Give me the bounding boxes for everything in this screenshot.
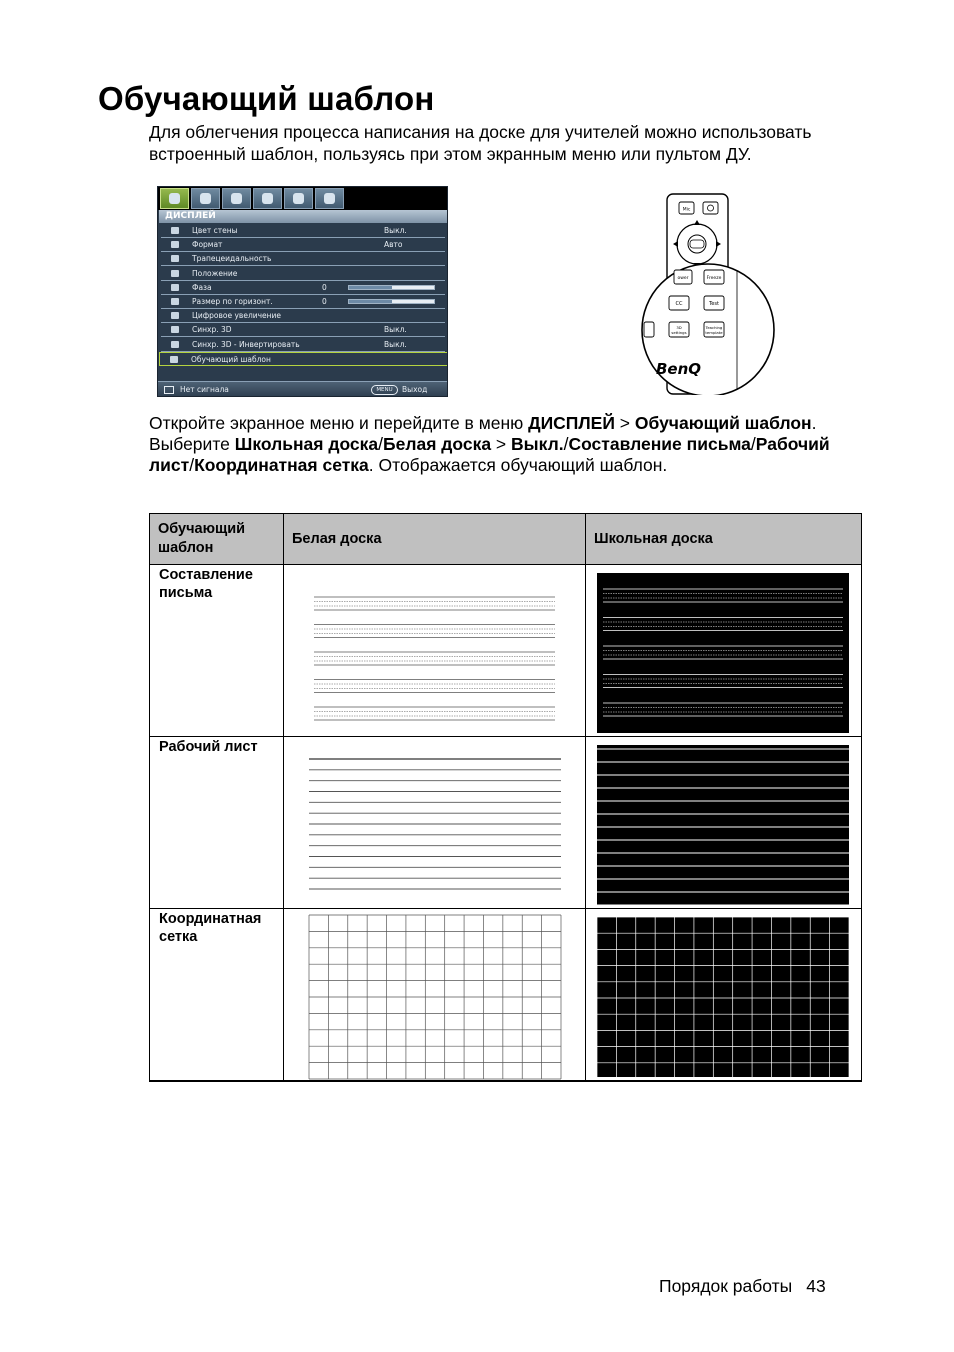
instruction-keyword: Белая доска: [383, 434, 492, 454]
osd-menu-item-label: Положение: [192, 268, 238, 278]
table-row: [150, 909, 862, 1082]
osd-menu-item-label: Цвет стены: [192, 226, 238, 235]
instruction-keyword: Выкл.: [511, 434, 564, 454]
osd-footer: [158, 381, 448, 397]
instruction-keyword: Составление письма: [568, 434, 751, 454]
table-row: [150, 737, 862, 909]
blackboard-cell: [586, 909, 862, 1082]
position-icon: [171, 270, 179, 277]
osd-slider-fill: [349, 300, 392, 303]
instruction-text: /: [189, 455, 195, 475]
instruction-text: . Выберите: [149, 413, 817, 454]
3d-invert-icon: [171, 341, 179, 348]
whiteboard-cell: [284, 737, 586, 909]
table-row: [150, 565, 862, 737]
osd-slider[interactable]: [348, 285, 435, 290]
instruction-paragraph: [149, 413, 849, 476]
svg-text:Test: Test: [709, 301, 719, 307]
instruction-text: Откройте экранное меню и перейдите в меню: [149, 413, 529, 433]
blackboard-cell: [586, 737, 862, 909]
osd-menu-item-value: Выкл.: [384, 325, 407, 335]
osd-menu-item-label: Синхр. 3D: [192, 325, 232, 335]
blackboard-grid-pattern: [586, 909, 860, 1080]
keystone-icon: [171, 255, 179, 262]
osd-menu-item-label: Цифровое увеличение: [192, 311, 282, 321]
row-label: Рабочий лист: [150, 737, 284, 909]
osd-menu-item-value: 0: [322, 282, 327, 292]
wall-color-icon: [171, 227, 179, 234]
blackboard-letter-pattern: [586, 565, 860, 736]
osd-menu-item[interactable]: [161, 267, 445, 281]
table-header-row: [150, 514, 862, 565]
osd-tab-settings-icon: [253, 188, 282, 209]
osd-menu-item[interactable]: [161, 323, 445, 337]
osd-menu-item-label: Фаза: [192, 282, 212, 292]
osd-menu-item-value: Выкл.: [384, 226, 407, 235]
aspect-ratio-icon: [171, 241, 179, 248]
osd-menu-item-label: Формат: [192, 240, 223, 250]
blackboard-worksheet-pattern: [586, 737, 860, 908]
osd-menu-item-label: Трапецеидальность: [192, 254, 272, 264]
instruction-text: /: [563, 434, 569, 454]
osd-menu-item-label: Размер по горизонт.: [192, 297, 273, 306]
input-source-icon: [164, 386, 174, 394]
osd-menu-item-value: Авто: [384, 240, 403, 250]
teaching-template-icon: [170, 356, 178, 363]
svg-text:template: template: [705, 330, 723, 335]
osd-tab-bar: [158, 187, 448, 210]
header-blackboard: Школьная доска: [586, 514, 862, 565]
3d-sync-icon: [171, 326, 179, 333]
svg-text:ower: ower: [677, 276, 689, 281]
whiteboard-grid-pattern: [284, 909, 584, 1080]
svg-text:BenQ: BenQ: [656, 360, 702, 378]
osd-menu-item-label: Обучающий шаблон: [191, 354, 271, 364]
osd-menu-item[interactable]: [161, 338, 445, 352]
osd-status-text: Нет сигнала: [180, 385, 229, 394]
osd-tab-display-icon: [160, 188, 189, 209]
osd-menu-screenshot: [157, 186, 448, 397]
whiteboard-cell: [284, 565, 586, 737]
menu-key-icon: MENU: [371, 385, 398, 395]
page-footer: [659, 1276, 826, 1297]
osd-menu-item[interactable]: [161, 281, 445, 295]
instruction-text: >: [614, 413, 635, 433]
osd-tab-info-icon: [315, 188, 344, 209]
osd-menu-item[interactable]: [161, 238, 445, 252]
osd-menu-item-value: 0: [322, 297, 327, 306]
instruction-keyword: Рабочий лист: [149, 434, 830, 475]
instruction-text: . Отображается обучающий шаблон.: [368, 455, 668, 475]
svg-text:Freeze: Freeze: [706, 276, 722, 281]
header-whiteboard: Белая доска: [284, 514, 586, 565]
digital-zoom-icon: [171, 312, 179, 319]
whiteboard-worksheet-pattern: [284, 737, 584, 908]
intro-paragraph: Для облегчения процесса написания на доске для учителей можно использовать встроенный шаблон, пользуясь при этом экранным меню или пультом ДУ.: [149, 122, 812, 164]
svg-text:CC: CC: [675, 301, 683, 307]
instruction-keyword: Обучающий шаблон: [634, 413, 812, 433]
teaching-template-table: [149, 513, 862, 1082]
svg-text:Teaching: Teaching: [705, 325, 723, 330]
osd-menu-item-value: Выкл.: [384, 339, 407, 349]
svg-text:3D: 3D: [676, 325, 682, 330]
instruction-keyword: Школьная доска: [234, 434, 379, 454]
phase-icon: [171, 284, 179, 291]
svg-text:Mic: Mic: [682, 207, 691, 213]
row-label: Составление письма: [150, 565, 284, 737]
remote-control-illustration: [636, 190, 786, 395]
whiteboard-letter-pattern: [284, 565, 584, 736]
osd-menu-item[interactable]: [161, 309, 445, 323]
footer-section-name: Порядок работы: [659, 1276, 793, 1296]
osd-exit-label: Выход: [402, 385, 428, 394]
row-label: Координатная сетка: [150, 909, 284, 1082]
header-template: Обучающий шаблон: [150, 514, 284, 565]
osd-section-title: ДИСПЛЕЙ: [159, 210, 448, 223]
instruction-text: >: [491, 434, 512, 454]
instruction-keyword: ДИСПЛЕЙ: [528, 413, 615, 433]
page-title: Обучающий шаблон: [98, 80, 435, 117]
osd-slider-fill: [349, 286, 392, 289]
h-size-icon: [171, 298, 179, 305]
osd-menu-item-label: Синхр. 3D - Инвертировать: [192, 339, 300, 349]
osd-menu-item[interactable]: [161, 295, 445, 309]
osd-tab-source-icon: [222, 188, 251, 209]
osd-menu-item[interactable]: [161, 224, 445, 238]
page-number: 43: [806, 1276, 826, 1296]
osd-tab-advanced-icon: [284, 188, 313, 209]
blackboard-cell: [586, 565, 862, 737]
svg-text:settings: settings: [671, 330, 687, 335]
instruction-keyword: Координатная сетка: [194, 455, 369, 475]
osd-slider[interactable]: [348, 299, 435, 304]
osd-menu-item[interactable]: [161, 252, 445, 266]
instruction-text: /: [750, 434, 756, 454]
whiteboard-cell: [284, 909, 586, 1082]
osd-tab-picture-icon: [191, 188, 220, 209]
osd-menu-item[interactable]: [159, 352, 448, 366]
instruction-text: /: [378, 434, 384, 454]
